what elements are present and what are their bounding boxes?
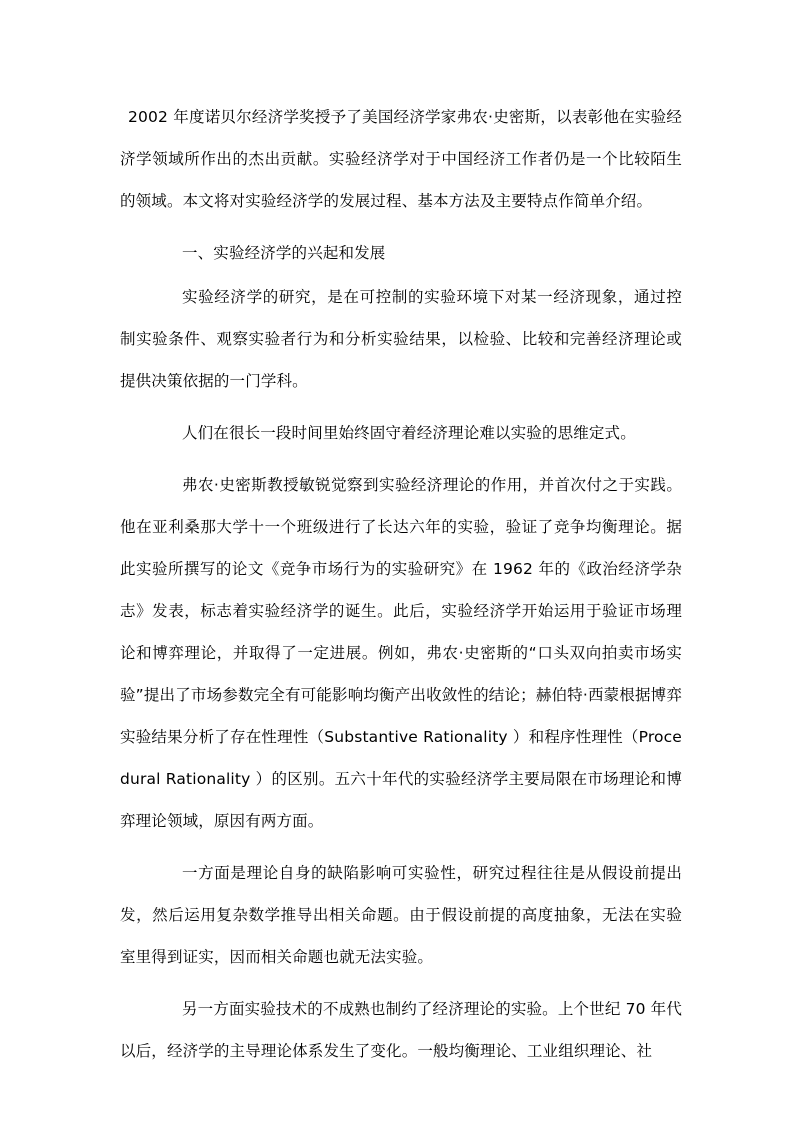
- definition-paragraph: 实验经济学的研究，是在可控制的实验环境下对某一经济现象，通过控制实验条件、观察实验者行为和分析实验结果，以检验、比较和完善经济理论或提供决策依据的一门学科。: [120, 288, 682, 390]
- reason-one-paragraph: 一方面是理论自身的缺陷影响可实验性，研究过程往往是从假设前提出发，然后运用复杂数学推导出相关命题。由于假设前提的高度抽象，无法在实验室里得到证实，因而相关命题也就无法实验。: [120, 864, 682, 966]
- history-paragraph: 弗农·史密斯教授敏锐觉察到实验经济理论的作用，并首次付之于实践。他在亚利桑那大学十一个班级进行了长达六年的实验，验证了竞争均衡理论。据此实验所撰写的论文《竞争市场行为的实验研究》在 1962 年的《政治经济学杂志》发表，标志着实验经济学的诞生。此后，实验经济学开始运用于验证市场理论和博弈理论，并取得了一定进展。例如，弗农·史密斯的“口头双向拍卖市场实验”提出了市场参数完全有可能影响均衡产出收敛性的结论；赫伯特·西蒙根据博弈实验结果分析了存在性理性（Substantive Rationality ）和程序性理性（Procedural Rationality ）的区别。五六十年代的实验经济学主要局限在市场理论和博弈理论领域，原因有两方面。: [120, 476, 682, 830]
- reason-two-paragraph: 另一方面实验技术的不成熟也制约了经济理论的实验。上个世纪 70 年代以后，经济学的主导理论体系发生了变化。一般均衡理论、工业组织理论、社: [120, 1000, 682, 1060]
- document-body: [120, 96, 682, 1082]
- mindset-paragraph: 人们在很长一段时间里始终固守着经济理论难以实验的思维定式。: [182, 424, 636, 442]
- intro-paragraph: 2002 年度诺贝尔经济学奖授予了美国经济学家弗农·史密斯，以表彰他在实验经济学领域所作出的杰出贡献。实验经济学对于中国经济工作者仍是一个比较陌生的领域。本文将对实验经济学的发展过程、基本方法及主要特点作简单介绍。: [120, 108, 682, 210]
- section-heading: 一、实验经济学的兴起和发展: [182, 244, 386, 262]
